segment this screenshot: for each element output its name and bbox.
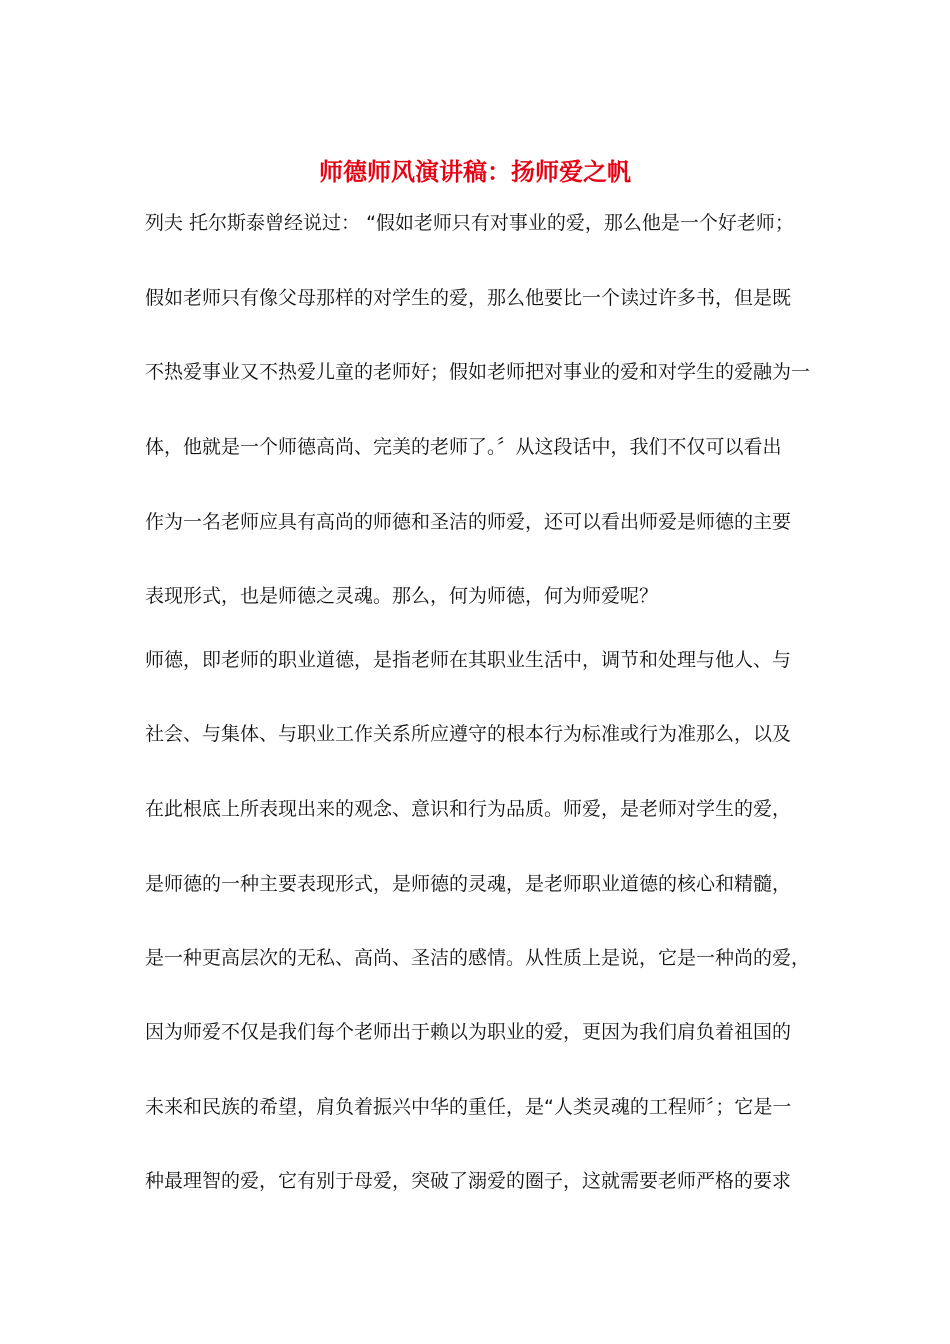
paragraph-line: 不热爱事业又不热爱儿童的老师好；假如老师把对事业的爱和对学生的爱融为一 — [145, 361, 811, 383]
paragraph-line: 假如老师只有像父母那样的对学生的爱，那么他要比一个读过许多书，但是既 — [145, 287, 792, 309]
paragraph-line: 列夫 托尔斯泰曾经说过： “假如老师只有对事业的爱，那么他是一个好老师； — [145, 212, 794, 234]
paragraph-line: 是师德的一种主要表现形式，是师德的灵魂，是老师职业道德的核心和精髓， — [145, 873, 792, 895]
paragraph-line: 师德，即老师的职业道德，是指老师在其职业生活中，调节和处理与他人、与 — [145, 649, 792, 671]
paragraph-line: 未来和民族的希望，肩负着振兴中华的重任，是“人类灵魂的工程师〞；它是一 — [145, 1096, 792, 1118]
paragraph-line: 表现形式，也是师德之灵魂。那么，何为师德，何为师爱呢？ — [145, 585, 659, 607]
paragraph-line: 作为一名老师应具有高尚的师德和圣洁的师爱，还可以看出师爱是师德的主要 — [145, 511, 792, 533]
paragraph-line: 体，他就是一个师德高尚、完美的老师了。〞从这段话中，我们不仅可以看出 — [145, 436, 782, 458]
paragraph-line: 社会、与集体、与职业工作关系所应遵守的根本行为标准或行为准那么，以及 — [145, 723, 792, 745]
paragraph-line: 种最理智的爱，它有别于母爱，突破了溺爱的圈子，这就需要老师严格的要求 — [145, 1170, 792, 1192]
paragraph-line: 因为师爱不仅是我们每个老师出于赖以为职业的爱，更因为我们肩负着祖国的 — [145, 1021, 792, 1043]
paragraph-line: 是一种更高层次的无私、高尚、圣洁的感情。从性质上是说，它是一种尚的爱， — [145, 947, 811, 969]
document-title: 师德师风演讲稿：扬师爱之帆 — [319, 157, 631, 186]
paragraph-line: 在此根底上所表现出来的观念、意识和行为品质。师爱，是老师对学生的爱， — [145, 798, 792, 820]
